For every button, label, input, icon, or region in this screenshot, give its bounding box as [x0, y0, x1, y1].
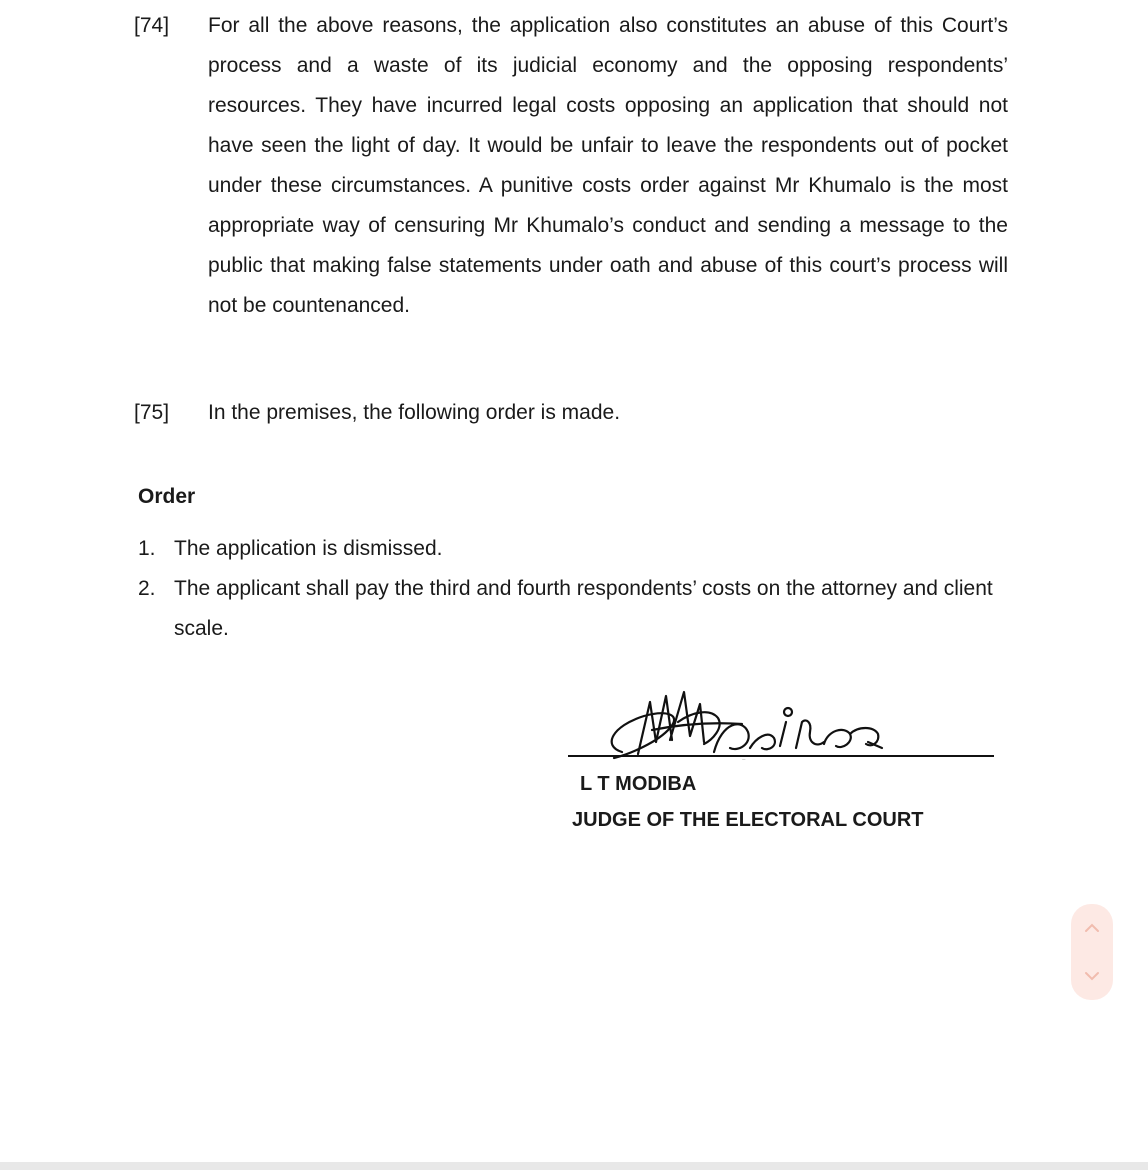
- order-item: [138, 529, 1010, 569]
- signature-line: [568, 755, 994, 757]
- order-item: [138, 569, 1010, 649]
- paragraph-75: [134, 393, 1008, 433]
- order-item-number: 2.: [138, 577, 156, 600]
- chevron-up-icon: [1084, 922, 1100, 934]
- handwritten-signature: [592, 682, 892, 764]
- order-list: [138, 529, 1010, 649]
- order-item-text: The applicant shall pay the third and fourth respondents’ costs on the attorney and client scale.: [174, 577, 993, 640]
- paragraph-text: For all the above reasons, the application also constitutes an abuse of this Court’s process and a waste of its judicial economy and the opposing respondents’ resources. They have incurred legal costs opposing an application that should not have seen the light of day. It would be unfair to leave the respondents out of pocket under these circumstances. A punitive costs order against Mr Khumalo is the most appropriate way of censuring Mr Khumalo’s conduct and sending a message to the public that making false statements under oath and abuse of this court’s process will not be countenanced.: [208, 14, 1008, 317]
- paragraph-number: [74]: [134, 14, 170, 37]
- signature-text: Modiba: [742, 760, 746, 761]
- paragraph-number: [75]: [134, 401, 170, 424]
- signature-block: [568, 680, 998, 850]
- paragraph-74: [134, 6, 1008, 326]
- order-item-number: 1.: [138, 537, 156, 560]
- previous-page-button[interactable]: [1071, 904, 1113, 952]
- page-navigation-widget: [1071, 904, 1113, 1000]
- next-page-button[interactable]: [1071, 952, 1113, 1000]
- chevron-down-icon: [1084, 970, 1100, 982]
- order-item-text: The application is dismissed.: [174, 537, 443, 560]
- judge-title: JUDGE OF THE ELECTORAL COURT: [572, 809, 924, 831]
- bottom-border: [0, 1162, 1148, 1170]
- paragraph-text: In the premises, the following order is made.: [208, 401, 621, 424]
- judge-name: L T MODIBA: [580, 773, 697, 795]
- order-heading: Order: [138, 485, 196, 508]
